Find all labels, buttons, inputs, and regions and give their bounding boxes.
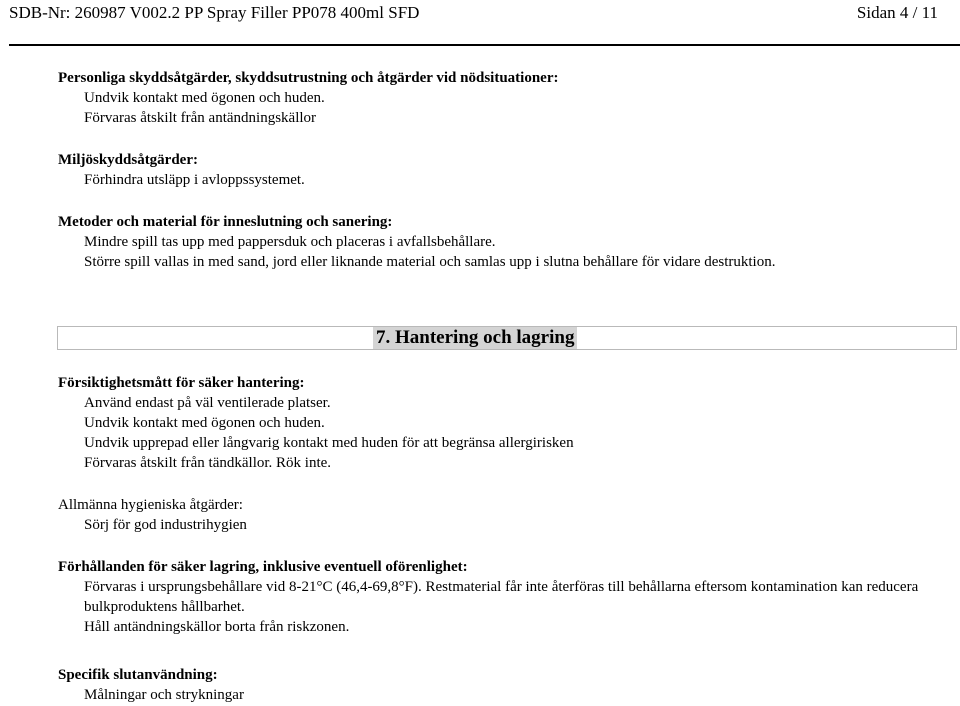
- storage-line: Håll antändningskällor borta från riskzonen.: [84, 619, 350, 635]
- hygiene-heading: Allmänna hygieniska åtgärder:: [58, 497, 243, 513]
- end-use-section: [58, 665, 958, 705]
- safe-handling-line: Förvaras åtskilt från tändkällor. Rök inte.: [84, 455, 332, 471]
- document-header: [9, 2, 960, 26]
- end-use-line: Målningar och strykningar: [84, 687, 244, 703]
- hygiene-section: [58, 495, 958, 535]
- safe-handling-line: Undvik kontakt med ögonen och huden.: [84, 415, 325, 431]
- environmental-precautions-line: Förhindra utsläpp i avloppssystemet.: [84, 172, 305, 188]
- document-id: SDB-Nr: 260987 V002.2 PP Spray Filler PP078 400ml SFD: [9, 3, 420, 22]
- safe-handling-line: Undvik upprepad eller långvarig kontakt med huden för att begränsa allergirisken: [84, 435, 574, 451]
- personal-precautions-line: Förvaras åtskilt från antändningskällor: [84, 110, 317, 126]
- containment-methods-line: Mindre spill tas upp med pappersduk och placeras i avfallsbehållare.: [84, 234, 496, 250]
- personal-precautions-line: Undvik kontakt med ögonen och huden.: [84, 90, 325, 106]
- safe-handling-line: Använd endast på väl ventilerade platser.: [84, 395, 331, 411]
- personal-precautions-heading: Personliga skyddsåtgärder, skyddsutrustning och åtgärder vid nödsituationer:: [58, 70, 559, 86]
- containment-methods-heading: Metoder och material för inneslutning och sanering:: [58, 214, 393, 230]
- storage-line: Förvaras i ursprungsbehållare vid 8-21°C (46,4-69,8°F). Restmaterial får inte återföras till behållarna eftersom kontamination kan reducera bulkproduktens hållbarhet.: [84, 579, 919, 615]
- containment-methods-section: [58, 212, 958, 272]
- storage-heading: Förhållanden för säker lagring, inklusive eventuell oförenlighet:: [58, 559, 468, 575]
- header-divider: [9, 44, 960, 46]
- end-use-heading: Specifik slutanvändning:: [58, 667, 218, 683]
- environmental-precautions-heading: Miljöskyddsåtgärder:: [58, 152, 198, 168]
- page-number: Sidan 4 / 11: [856, 3, 938, 22]
- environmental-precautions-section: [58, 150, 958, 190]
- safe-handling-section: [58, 373, 958, 473]
- personal-precautions-section: [58, 68, 958, 128]
- safe-handling-heading: Försiktighetsmått för säker hantering:: [58, 375, 305, 391]
- section-title: 7. Hantering och lagring: [373, 327, 577, 349]
- hygiene-line: Sörj för god industrihygien: [84, 517, 247, 533]
- storage-section: [58, 557, 958, 637]
- containment-methods-line: Större spill vallas in med sand, jord eller liknande material och samlas upp i slutna behållare för vidare destruktion.: [84, 254, 776, 270]
